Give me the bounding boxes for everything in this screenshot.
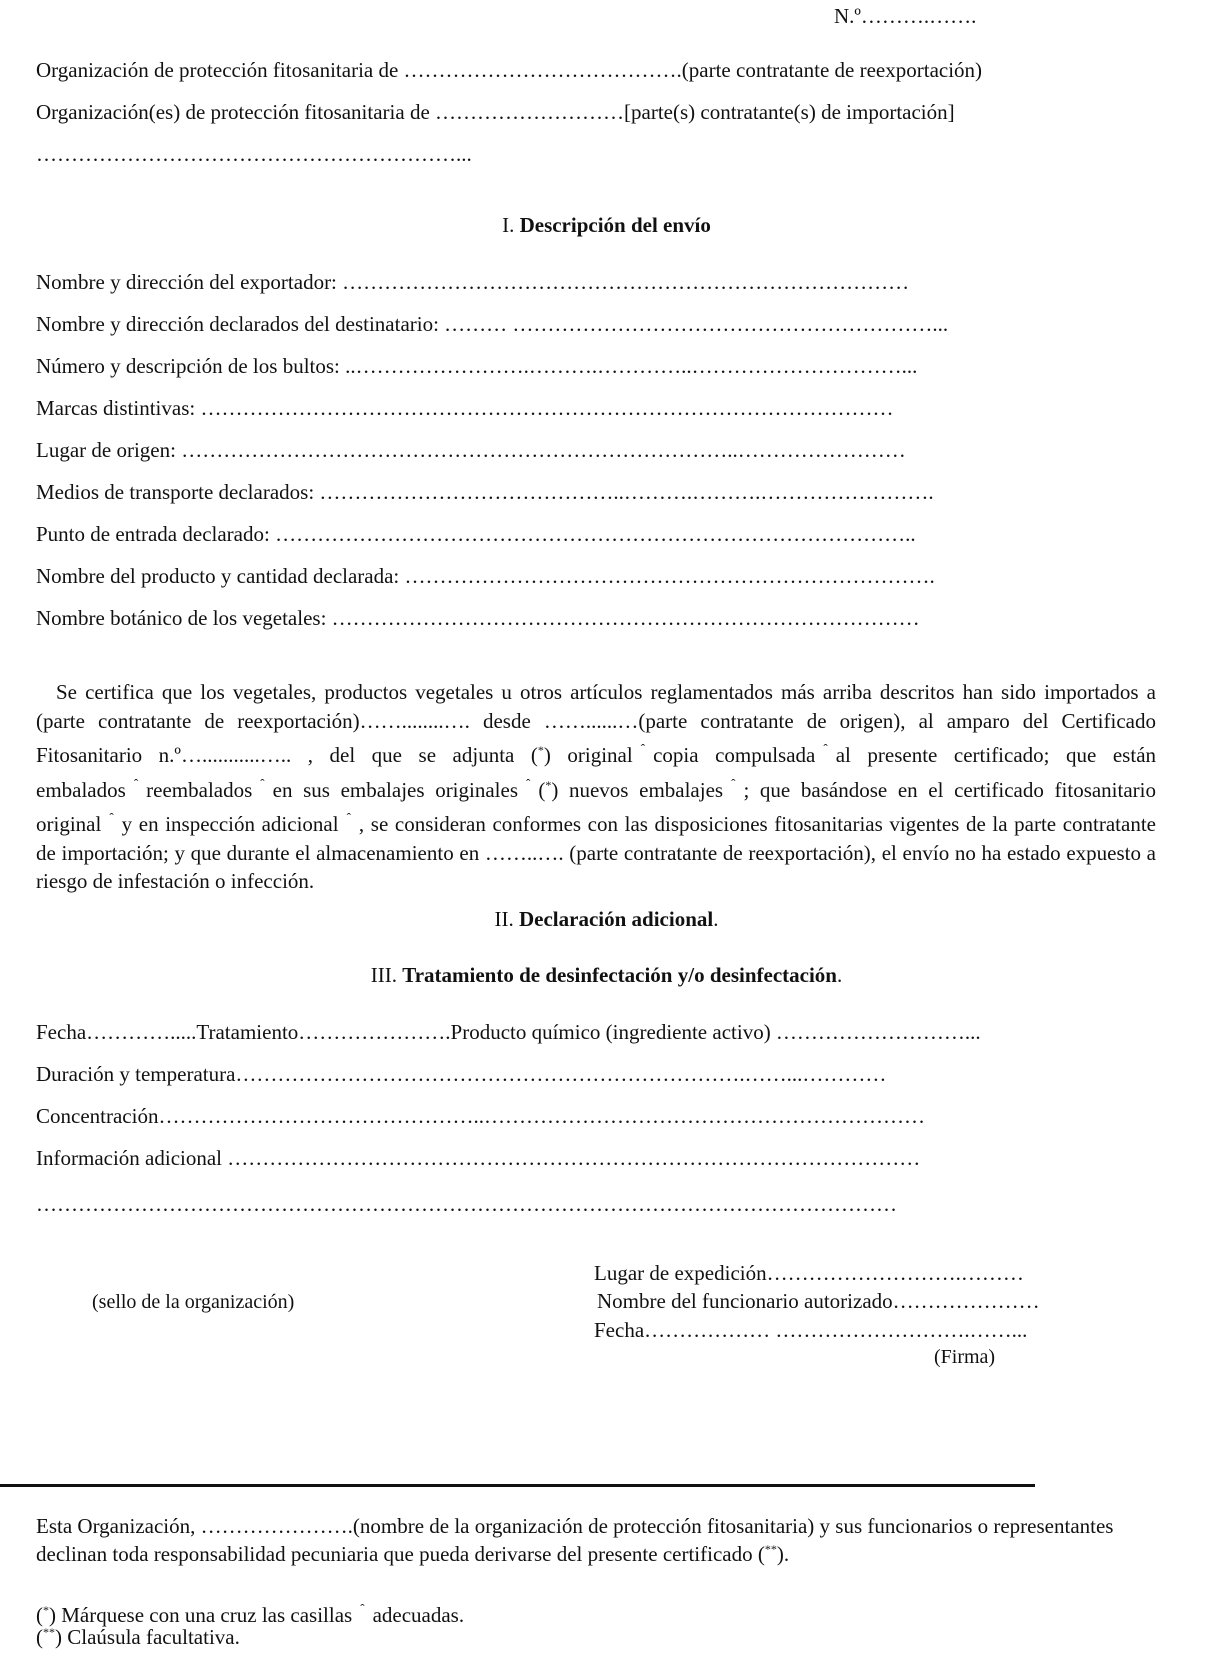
- signature-label: (Firma): [934, 1346, 996, 1368]
- checkbox-original-packaging[interactable]: ˆ: [526, 775, 531, 791]
- certificate-number: N.º……….…….: [834, 4, 977, 28]
- field-marks: Marcas distintivas: ………………………………………………………………………………………: [36, 396, 894, 420]
- header-nppo-import: Organización(es) de protección fitosanitaria de ………………………[parte(s) contratante(s) de importación]: [36, 100, 955, 124]
- header-continuation: ……………………………………………………...: [36, 142, 472, 166]
- organization-seal-label: (sello de la organización): [92, 1291, 295, 1313]
- section-2-title: Declaración adicional: [519, 907, 714, 931]
- authorized-officer: Nombre del funcionario autorizado…………………: [597, 1289, 1040, 1313]
- field-transport: Medios de transporte declarados: ……………………………………..……….……….…………………….: [36, 480, 934, 504]
- section-2-heading: II. Declaración adicional.: [494, 907, 719, 931]
- checkbox-original-certificate[interactable]: ˆ: [109, 810, 114, 825]
- footnote-checkbox: ˆ: [360, 1601, 365, 1616]
- issue-date: Fecha……………… ……………………….……...: [594, 1318, 1028, 1342]
- section-1-title: Descripción del envío: [519, 213, 711, 237]
- section-3-heading: III. Tratamiento de desinfectación y/o desinfectación.: [370, 963, 843, 987]
- treatment-date-line: Fecha………….....Tratamiento………………….Producto químico (ingrediente activo) ………………………...: [36, 1020, 981, 1044]
- footer-divider: [0, 1484, 1035, 1487]
- checkbox-original[interactable]: ˆ: [640, 741, 646, 756]
- treatment-additional-info-line: Información adicional ………………………………………………………………………………………: [36, 1146, 921, 1170]
- field-packages: Número y descripción de los bultos: ..…………………….……….…………..…………………………...: [36, 354, 918, 378]
- treatment-duration-line: Duración y temperatura……………………………………………………………….……...…………: [36, 1062, 887, 1086]
- header-nppo-reexport: Organización de protección fitosanitaria de ………………………………….(parte contratante de reexportación): [36, 58, 983, 82]
- checkbox-new-packaging[interactable]: ˆ: [731, 775, 736, 791]
- checkbox-repacked[interactable]: ˆ: [260, 775, 265, 791]
- checkbox-additional-inspection[interactable]: ˆ: [346, 810, 351, 825]
- field-product: Nombre del producto y cantidad declarada: ………………………………………………………………….: [36, 564, 935, 588]
- section-1-heading: [0, 213, 1213, 238]
- treatment-concentration-line: Concentración………………………………………..………………………………………………………: [36, 1104, 925, 1128]
- field-entry-point: Punto de entrada declarado: ………………………………………………………………………………..: [36, 522, 916, 546]
- place-of-issue: Lugar de expedición……………………….………: [594, 1261, 1024, 1285]
- checkbox-certified-copy[interactable]: ˆ: [823, 741, 828, 756]
- certification-paragraph: Se certifica que los vegetales, productos vegetales u otros artículos reglamentados más arriba descritos han sido importados a (parte contratante de reexportación)……........…. desde ……......…(parte contratante de origen), al amparo del Certificado Fitosanitario n.º…...........….. , del que se adjunta (*) original $^ˆ$ copia compulsada $^ˆ$ al presente certificado; que están embalados $^ˆ$ reembalados $^ˆ$ en sus embalajes originales $^ˆ$ (*) nuevos embalajes $^ˆ$ ; que basándose en el certificado fitosanitario original $^ˆ$ y en inspección adicional $^ˆ$ , se consideran conformes con las disposiciones fitosanitarias vigentes de la parte contratante de importación; y que durante el almacenamiento en ……..…. (parte contratante de reexportación), el envío no ha estado expuesto a riesgo de infestación o infección.: [36, 680, 1157, 893]
- field-consignee: Nombre y dirección declarados del destinatario: ……… ……………………………………………………...: [36, 312, 949, 336]
- treatment-continuation-line: ……………………………………………………………………………………………………………: [36, 1192, 897, 1216]
- footnote-2: (**) Claúsula facultativa.: [36, 1625, 240, 1649]
- field-botanical-name: Nombre botánico de los vegetales: …………………………………………………………………………: [36, 606, 920, 630]
- checkbox-packed[interactable]: ˆ: [133, 775, 139, 791]
- liability-disclaimer: Esta Organización, ………………….(nombre de la organización de protección fitosanitaria) y sus funcionarios o representantes declinan toda responsabilidad pecuniaria que pueda derivarse del presente certificado (**).: [36, 1514, 1114, 1566]
- section-1-number: I.: [502, 213, 515, 237]
- section-3-title: Tratamiento de desinfectación y/o desinfectación: [402, 963, 837, 987]
- field-origin: Lugar de origen: ……………………………………………………………………..……………………: [36, 438, 906, 462]
- field-exporter: Nombre y dirección del exportador: ………………………………………………………………………: [36, 270, 910, 294]
- footnote-1: (*) Márquese con una cruz las casillas $^ˆ$ adecuadas.: [36, 1601, 465, 1627]
